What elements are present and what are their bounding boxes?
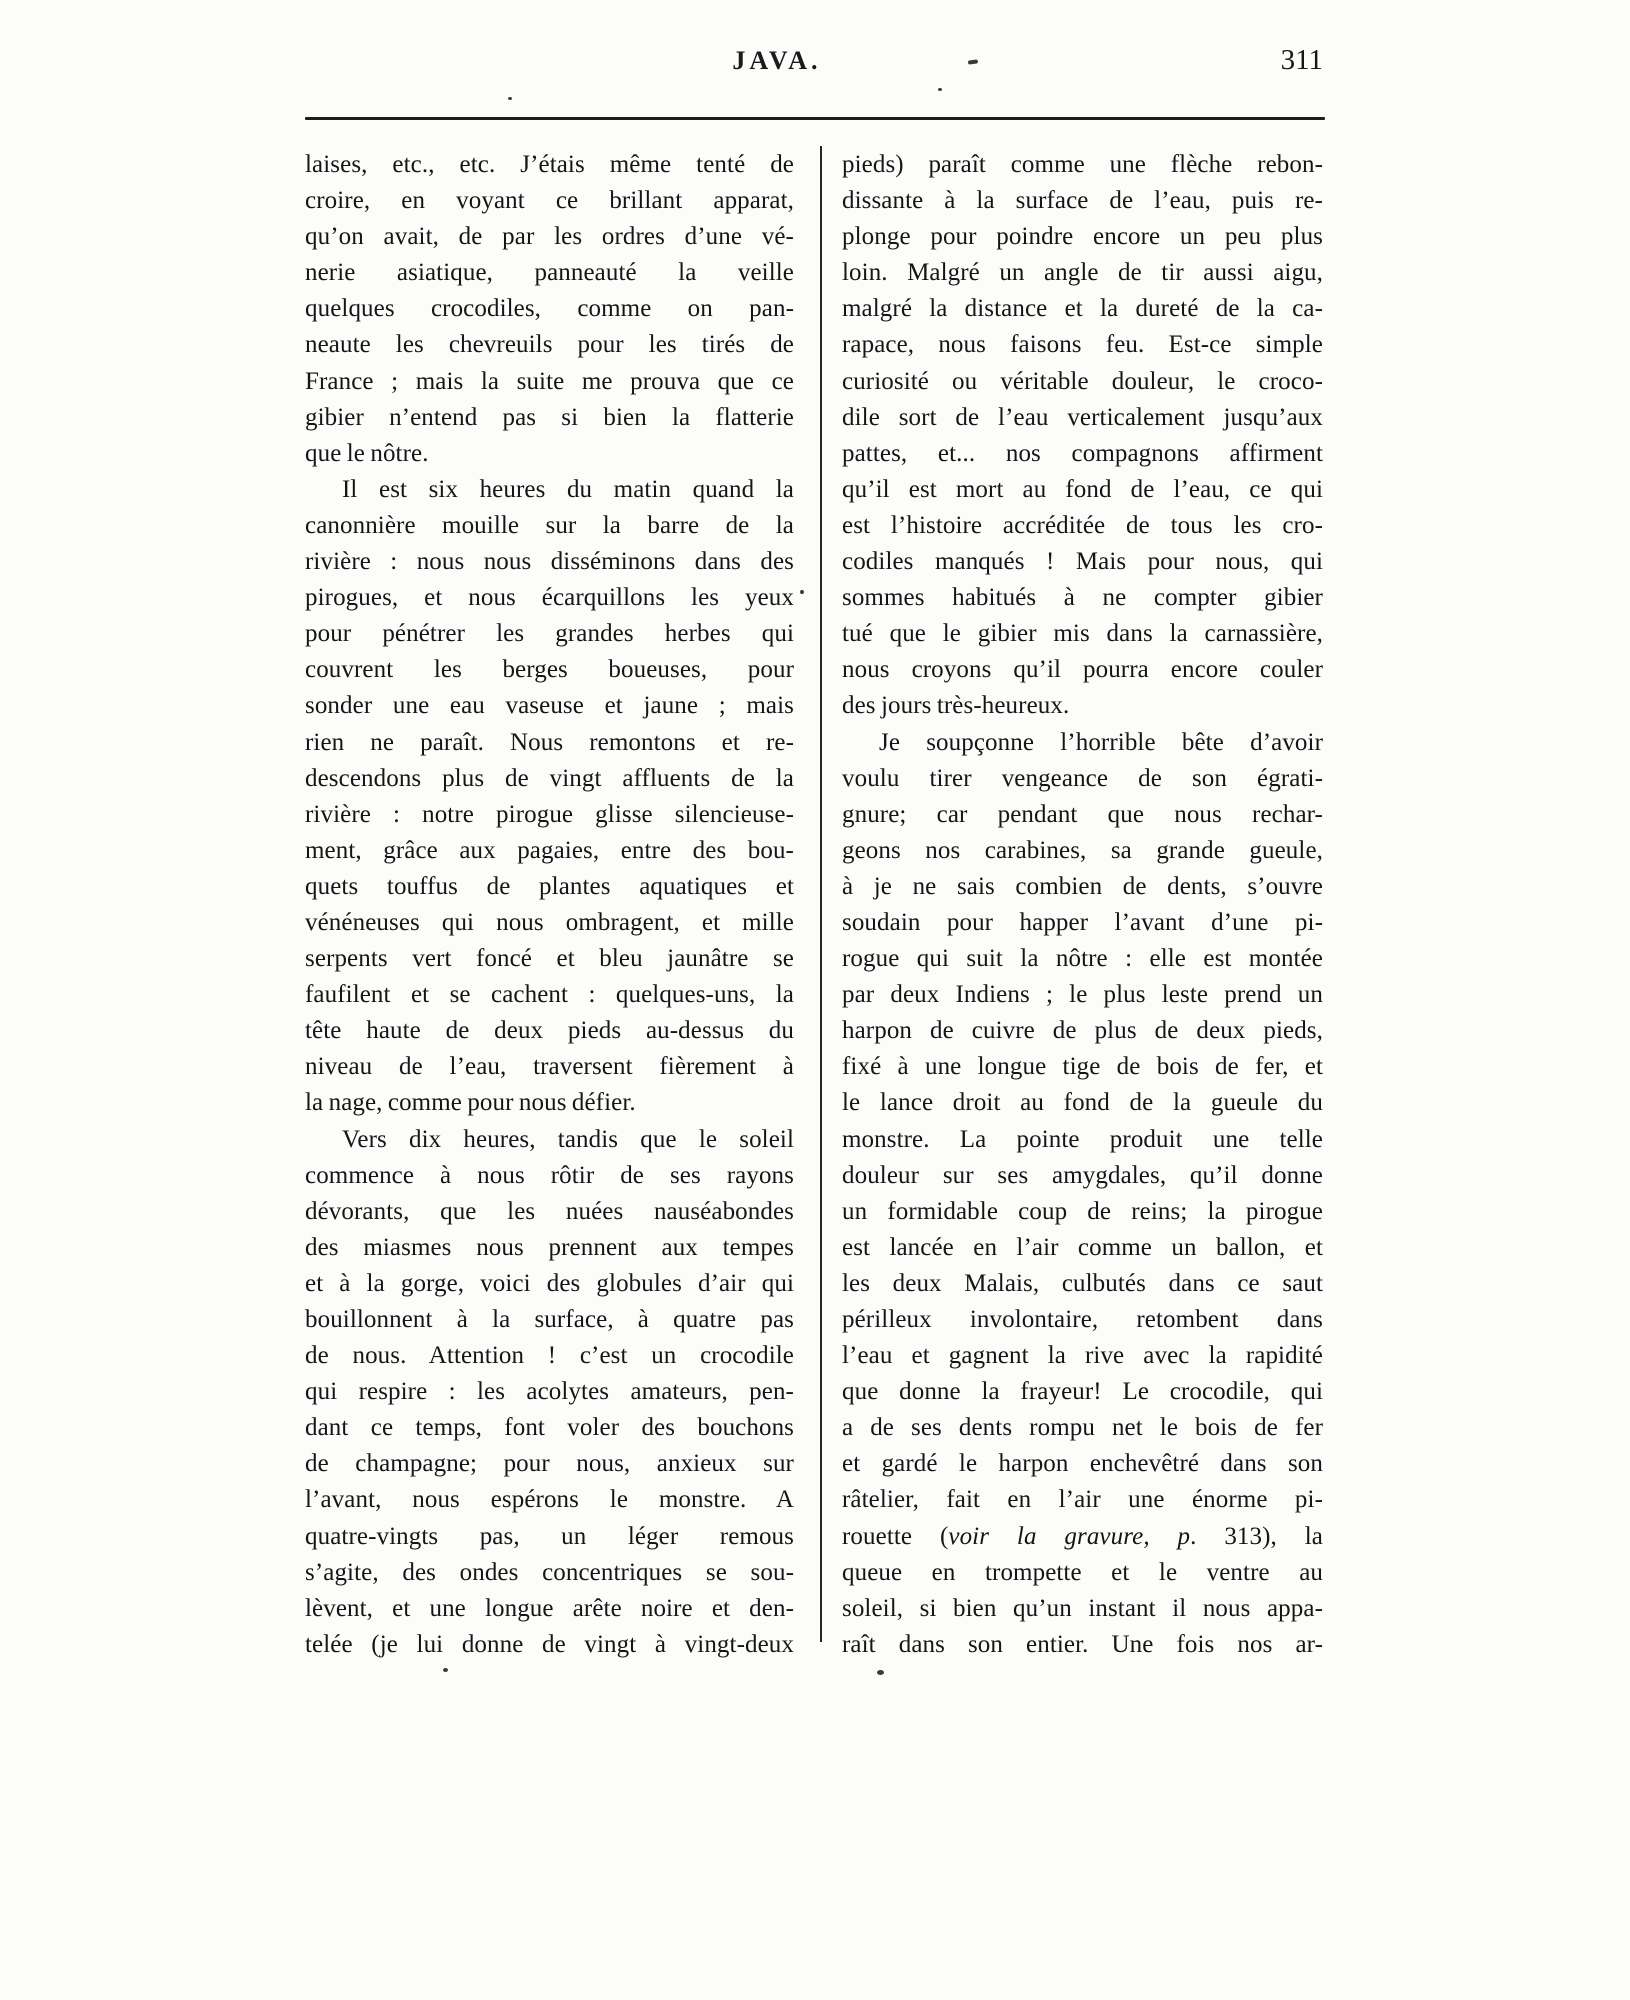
italic-text-segment: voir la gravure, p (948, 1522, 1191, 1550)
header-rule (305, 117, 1325, 120)
text-line: un formidable coup de reins; la pirogue (842, 1197, 1323, 1225)
text-line: soleil, si bien qu’un instant il nous appa- (842, 1594, 1323, 1622)
text-line: bouillonnent à la surface, à quatre pas (305, 1306, 794, 1333)
text-line: par deux Indiens ; le plus leste prend un (842, 981, 1323, 1009)
text-line: France ; mais la suite me prouva que ce (305, 367, 794, 395)
text-line: curiosité ou véritable douleur, le croco- (842, 367, 1323, 395)
text-line: a de ses dents rompu net le bois de fer (842, 1414, 1323, 1442)
text-line: rivière : nous nous disséminons dans des (305, 548, 794, 576)
text-line: l’eau et gagnent la rive avec la rapidité (842, 1342, 1323, 1370)
text-line: canonnière mouille sur la barre de la (305, 511, 794, 539)
text-line: tête haute de deux pieds au-dessus du (305, 1017, 794, 1045)
text-line: que donne la frayeur! Le crocodile, qui (842, 1378, 1323, 1406)
running-head-title: JAVA. (732, 46, 822, 75)
text-line: dévorants, que les nuées nauséabondes (305, 1197, 794, 1225)
text-line: codiles manqués ! Mais pour nous, qui (842, 548, 1323, 576)
ink-speck (968, 59, 978, 64)
text-line: vénéneuses qui nous ombragent, et mille (305, 908, 794, 936)
text-line: l’avant, nous espérons le monstre. A (305, 1486, 794, 1514)
text-line: queue en trompette et le ventre au (842, 1558, 1323, 1586)
text-line: geons nos carabines, sa grande gueule, (842, 836, 1323, 864)
text-line: nous croyons qu’il pourra encore couler (842, 656, 1323, 684)
text-line: monstre. La pointe produit une telle (842, 1125, 1323, 1153)
text-line: qui respire : les acolytes amateurs, pen- (305, 1378, 794, 1406)
text-line: est l’histoire accréditée de tous les cro- (842, 511, 1323, 539)
text-line: lèvent, et une longue arête noire et den- (305, 1594, 794, 1622)
text-line: malgré la distance et la dureté de la ca- (842, 295, 1323, 323)
text-line: s’agite, des ondes concentriques se sou- (305, 1558, 794, 1586)
text-line: Il est six heures du matin quand la (342, 475, 794, 503)
column-divider-rule (820, 146, 822, 1642)
text-line: soudain pour happer l’avant d’une pi- (842, 908, 1323, 936)
text-segment: rouette ( (842, 1522, 949, 1550)
text-line: des jours très-heureux. (842, 692, 1070, 720)
text-line: commence à nous rôtir de ses rayons (305, 1161, 794, 1189)
text-line: Vers dix heures, tandis que le soleil (342, 1125, 794, 1153)
text-line: niveau de l’eau, traversent fièrement à (305, 1053, 794, 1081)
text-line: plonge pour poindre encore un peu plus (842, 223, 1323, 251)
text-line: couvrent les berges boueuses, pour (305, 656, 794, 684)
text-line: de champagne; pour nous, anxieux sur (305, 1450, 794, 1478)
text-line: rogue qui suit la nôtre : elle est montée (842, 945, 1323, 973)
text-line: serpents vert foncé et bleu jaunâtre se (305, 945, 794, 973)
text-segment: . 313), la (1190, 1522, 1323, 1550)
text-line: pour pénétrer les grandes herbes qui (305, 620, 794, 648)
text-line: rien ne paraît. Nous remontons et re- (305, 728, 794, 756)
text-line: telée (je lui donne de vingt à vingt-deux (305, 1630, 794, 1658)
text-line: raît dans son entier. Une fois nos ar- (842, 1630, 1323, 1658)
text-line: rapace, nous faisons feu. Est-ce simple (842, 331, 1323, 359)
right-column (842, 147, 1323, 1663)
text-line: gnure; car pendant que nous rechar- (842, 800, 1323, 828)
text-line: voulu tirer vengeance de son égrati- (842, 764, 1323, 792)
text-line: pirogues, et nous écarquillons les yeux (305, 584, 794, 612)
text-line: râtelier, fait en l’air une énorme pi- (842, 1486, 1323, 1514)
text-line: Je soupçonne l’horrible bête d’avoir (879, 728, 1323, 756)
text-line: sommes habitués à ne compter gibier (842, 584, 1323, 612)
text-line: rivière : notre pirogue glisse silencieuse- (305, 800, 794, 828)
text-line: neaute les chevreuils pour les tirés de (305, 331, 794, 359)
text-line: pieds) paraît comme une flèche rebon- (842, 151, 1323, 178)
text-line: tué que le gibier mis dans la carnassière, (842, 620, 1323, 648)
text-line: fixé à une longue tige de bois de fer, et (842, 1053, 1323, 1081)
text-line: pattes, et... nos compagnons affirment (842, 439, 1323, 467)
text-line: les deux Malais, culbutés dans ce saut (842, 1269, 1323, 1297)
ink-speck (800, 590, 804, 594)
text-line: descendons plus de vingt affluents de la (305, 764, 794, 792)
text-line: dissante à la surface de l’eau, puis re- (842, 187, 1323, 215)
left-column (305, 147, 794, 1663)
text-line (842, 1519, 1323, 1555)
text-line: croire, en voyant ce brillant apparat, (305, 187, 794, 215)
ink-speck (443, 1668, 448, 1672)
text-line: quatre-vingts pas, un léger remous (305, 1522, 794, 1550)
text-line: qu’on avait, de par les ordres d’une vé- (305, 223, 794, 251)
text-line: harpon de cuivre de plus de deux pieds, (842, 1017, 1323, 1045)
text-line: faufilent et se cachent : quelques-uns, la (305, 981, 794, 1009)
ink-speck (938, 88, 942, 91)
text-line: le lance droit au fond de la gueule du (842, 1089, 1323, 1117)
text-line: douleur sur ses amygdales, qu’il donne (842, 1161, 1323, 1189)
text-line: et gardé le harpon enchevêtré dans son (842, 1450, 1323, 1478)
text-line: est lancée en l’air comme un ballon, et (842, 1233, 1323, 1261)
text-line: gibier n’entend pas si bien la flatterie (305, 403, 794, 431)
text-line: ment, grâce aux pagaies, entre des bou- (305, 836, 794, 864)
text-line: loin. Malgré un angle de tir aussi aigu, (842, 259, 1323, 287)
text-line: qu’il est mort au fond de l’eau, ce qui (842, 475, 1323, 503)
text-line: dile sort de l’eau verticalement jusqu’aux (842, 403, 1323, 431)
text-line: la nage, comme pour nous défier. (305, 1089, 636, 1117)
text-line: sonder une eau vaseuse et jaune ; mais (305, 692, 794, 720)
ink-speck (877, 1670, 884, 1675)
text-line: quelques crocodiles, comme on pan- (305, 295, 794, 323)
ink-speck (508, 97, 512, 100)
text-line: des miasmes nous prennent aux tempes (305, 1233, 794, 1261)
text-line: laises, etc., etc. J’étais même tenté de (305, 151, 794, 178)
text-line: que le nôtre. (305, 439, 429, 467)
text-line: périlleux involontaire, retombent dans (842, 1306, 1323, 1333)
text-line: à je ne sais combien de dents, s’ouvre (842, 872, 1323, 900)
text-line: et à la gorge, voici des globules d’air qui (305, 1269, 794, 1297)
page-number: 311 (1280, 44, 1323, 76)
text-line: de nous. Attention ! c’est un crocodile (305, 1342, 794, 1370)
text-line: quets touffus de plantes aquatiques et (305, 872, 794, 900)
text-line: nerie asiatique, panneauté la veille (305, 259, 794, 287)
text-line: dant ce temps, font voler des bouchons (305, 1414, 794, 1442)
